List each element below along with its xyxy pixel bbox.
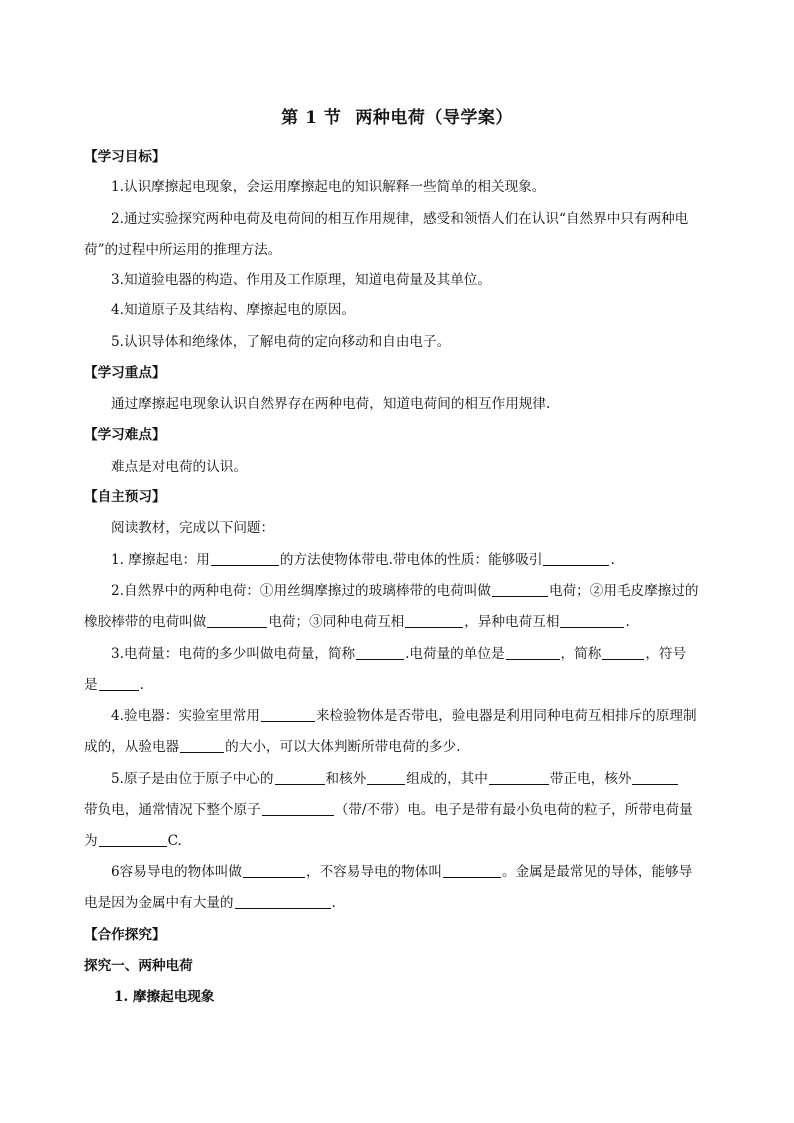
answer-blank[interactable]	[261, 707, 315, 722]
objective-2: 2.通过实验探究两种电荷及电荷间的相互作用规律，感受和领悟人们在认识“自然界中只有两种电	[111, 211, 689, 227]
title-section-number: 第 1 节	[281, 108, 342, 128]
answer-blank[interactable]	[235, 894, 331, 909]
answer-blank[interactable]	[207, 613, 267, 628]
question-4: 4.验电器：实验室里常用 来检验物体是否带电，验电器是利用同种电荷互相排斥的原理制	[111, 708, 697, 724]
objectives-heading: 【学习目标】	[84, 149, 166, 165]
answer-blank[interactable]	[243, 863, 305, 878]
objective-2-cont: 荷”的过程中所运用的推理方法。	[84, 242, 282, 258]
answer-blank[interactable]	[560, 613, 624, 628]
answer-blank[interactable]	[602, 645, 644, 660]
answer-blank[interactable]	[489, 770, 549, 785]
coop-heading: 【合作探究】	[84, 927, 166, 943]
preview-heading: 【自主预习】	[84, 489, 166, 505]
objective-4: 4.知道原子及其结构、摩擦起电的原因。	[111, 302, 356, 318]
answer-blank[interactable]	[180, 738, 224, 753]
answer-blank[interactable]	[262, 801, 334, 816]
answer-blank[interactable]	[211, 551, 279, 566]
difficulty-text: 难点是对电荷的认识。	[111, 459, 247, 475]
page-title	[0, 103, 794, 128]
explore-item-1: 1. 摩擦起电现象	[114, 989, 215, 1005]
key-heading: 【学习重点】	[84, 365, 166, 381]
answer-blank[interactable]	[99, 676, 139, 691]
objective-5: 5.认识导体和绝缘体，了解电荷的定向移动和自由电子。	[111, 334, 451, 350]
question-3-cont: 是 .	[84, 677, 144, 693]
key-point: 通过摩擦起电现象认识自然界存在两种电荷，知道电荷间的相互作用规律.	[111, 396, 551, 412]
title-text: 两种电荷（导学案）	[355, 108, 513, 128]
answer-blank[interactable]	[506, 645, 560, 660]
question-5-cont: 带负电，通常情况下整个原子 （带/不带）电。电子是带有最小负电荷的粒子，所带电荷量	[84, 802, 693, 818]
question-2-cont: 橡胶棒带的电荷叫做 电荷；③同种电荷互相 ，异种电荷互相 .	[84, 614, 630, 630]
answer-blank[interactable]	[405, 613, 463, 628]
answer-blank[interactable]	[443, 863, 501, 878]
answer-blank[interactable]	[632, 770, 678, 785]
explore-heading: 探究一、两种电荷	[84, 958, 193, 974]
difficulty-heading: 【学习难点】	[84, 427, 166, 443]
question-5-cont2: 为 C.	[84, 833, 182, 849]
question-5: 5.原子是由位于原子中心的 和核外 组成的，其中 带正电，核外	[111, 769, 751, 789]
answer-blank[interactable]	[356, 645, 404, 660]
answer-blank[interactable]	[543, 551, 609, 566]
answer-blank[interactable]	[275, 770, 325, 785]
question-6: 6容易导电的物体叫做 ，不容易导电的物体叫 。金属是最常见的导体，能够导	[111, 864, 693, 880]
preview-intro: 阅读教材，完成以下问题：	[111, 520, 275, 536]
question-3: 3.电荷量：电荷的多少叫做电荷量，简称 .电荷量的单位是 ，简称 ，符号	[111, 646, 687, 662]
answer-blank[interactable]	[367, 770, 405, 785]
question-6-cont: 电是因为金属中有大量的 .	[84, 895, 336, 911]
question-2: 2.自然界中的两种电荷：①用丝绸摩擦过的玻璃棒带的电荷叫做 电荷；②用毛皮摩擦过的	[111, 583, 699, 599]
question-1: 1. 摩擦起电：用 的方法使物体带电.带电体的性质：能够吸引 .	[111, 552, 615, 568]
objective-1: 1.认识摩擦起电现象，会运用摩擦起电的知识解释一些简单的相关现象。	[111, 179, 546, 195]
answer-blank[interactable]	[99, 832, 167, 847]
question-4-cont: 成的，从验电器 的大小，可以大体判断所带电荷的多少.	[84, 739, 461, 755]
answer-blank[interactable]	[492, 582, 548, 597]
objective-3: 3.知道验电器的构造、作用及工作原理，知道电荷量及其单位。	[111, 272, 491, 288]
